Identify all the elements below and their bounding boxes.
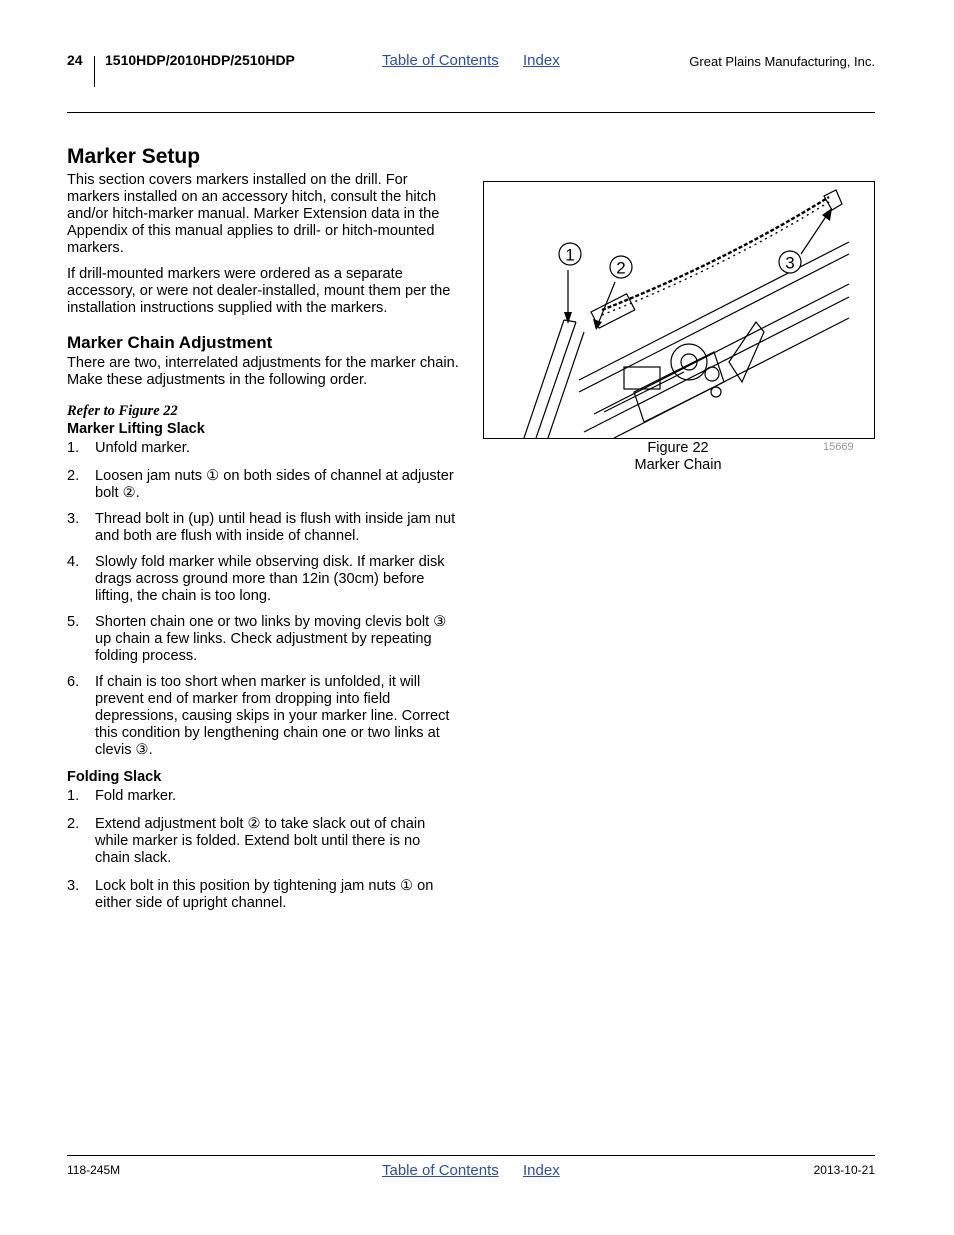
step-text: If chain is too short when marker is unfolded, it will prevent end of marker from dropping into field depressions, causing skips in your marker line. Correct this condition by lengthening chain one or two links at clevis ③. (95, 674, 450, 758)
header-toc-link[interactable]: Table of Contents (382, 52, 499, 69)
step-text: Thread bolt in (up) until head is flush with inside jam nut and both are flush with inside of channel. (95, 511, 456, 544)
figure-caption-title: Marker Chain (634, 457, 722, 473)
figure-marker-chain (483, 181, 875, 439)
main-column (67, 145, 459, 912)
callout-3-label: 3 (785, 253, 795, 273)
company-name: Great Plains Manufacturing, Inc. (689, 54, 875, 69)
step-text: Loosen jam nuts ① on both sides of channel at adjuster bolt ②. (95, 468, 454, 501)
step-text: Unfold marker. (95, 440, 190, 456)
step-text: Lock bolt in this position by tightening jam nuts ① on either side of upright channel. (95, 878, 434, 911)
marker-chain-illustration (484, 182, 874, 438)
revision-date: 2013-10-21 (813, 1163, 875, 1177)
subsection-title: Marker Chain Adjustment (67, 333, 273, 352)
figure-image-id: 15669 (823, 441, 854, 453)
callout-1 (559, 243, 581, 265)
step-text: Shorten chain one or two links by moving clevis bolt ③ up chain a few links. Check adjustment by repeating folding process. (95, 614, 447, 664)
list-item (67, 554, 459, 605)
step-number: 5. (67, 614, 80, 630)
list-item (67, 614, 459, 665)
subsection-intro: There are two, interrelated adjustments for the marker chain. Make these adjustments in the following order. (67, 355, 459, 388)
header-index-link[interactable]: Index (523, 52, 560, 69)
doc-number: 118-245M (67, 1163, 121, 1177)
footer-index-link[interactable]: Index (523, 1162, 560, 1179)
list-item (67, 816, 459, 867)
step-number: 3. (67, 511, 80, 527)
lifting-slack-steps (67, 440, 459, 759)
step-number: 1. (67, 440, 80, 456)
step-number: 1. (67, 788, 80, 804)
callout-1-label: 1 (565, 245, 575, 265)
page-number: 24 (67, 52, 83, 68)
step-number: 3. (67, 878, 80, 894)
header-divider (94, 56, 95, 87)
figure-reference: Refer to Figure 22 (67, 403, 178, 419)
folding-slack-heading: Folding Slack (67, 769, 162, 785)
section-title: Marker Setup (67, 145, 201, 168)
callout-2 (610, 256, 632, 278)
footer-rule (67, 1155, 875, 1156)
step-text: Extend adjustment bolt ② to take slack out of chain while marker is folded. Extend bolt until there is no chain slack. (95, 816, 426, 866)
lifting-slack-heading: Marker Lifting Slack (67, 421, 205, 437)
callout-3 (779, 251, 801, 273)
list-item (67, 878, 459, 912)
intro-paragraph-1: This section covers markers installed on the drill. For markers installed on an accessory hitch, consult the hitch and/or hitch-marker manual. Marker Extension data in the Appendix of this manual applies to drill- or hitch-mounted markers. (67, 172, 440, 256)
footer-toc-link[interactable]: Table of Contents (382, 1162, 499, 1179)
callout-2-label: 2 (616, 258, 626, 278)
step-number: 2. (67, 468, 80, 484)
step-number: 2. (67, 816, 80, 832)
step-text: Slowly fold marker while observing disk. If marker disk drags across ground more than 12in (30cm) before lifting, the chain is too long. (95, 554, 445, 604)
intro-paragraph-2: If drill-mounted markers were ordered as a separate accessory, or were not dealer-installed, mount them per the installation instructions supplied with the markers. (67, 266, 451, 316)
list-item (67, 440, 459, 457)
step-number: 4. (67, 554, 80, 570)
folding-slack-steps (67, 788, 459, 912)
list-item (67, 788, 459, 805)
step-text: Fold marker. (95, 788, 177, 804)
figure-caption-number: Figure 22 (647, 440, 709, 456)
list-item (67, 468, 459, 502)
model-title: 1510HDP/2010HDP/2510HDP (105, 52, 295, 68)
step-number: 6. (67, 674, 80, 690)
list-item (67, 674, 459, 759)
header-rule (67, 112, 875, 113)
list-item (67, 511, 459, 545)
